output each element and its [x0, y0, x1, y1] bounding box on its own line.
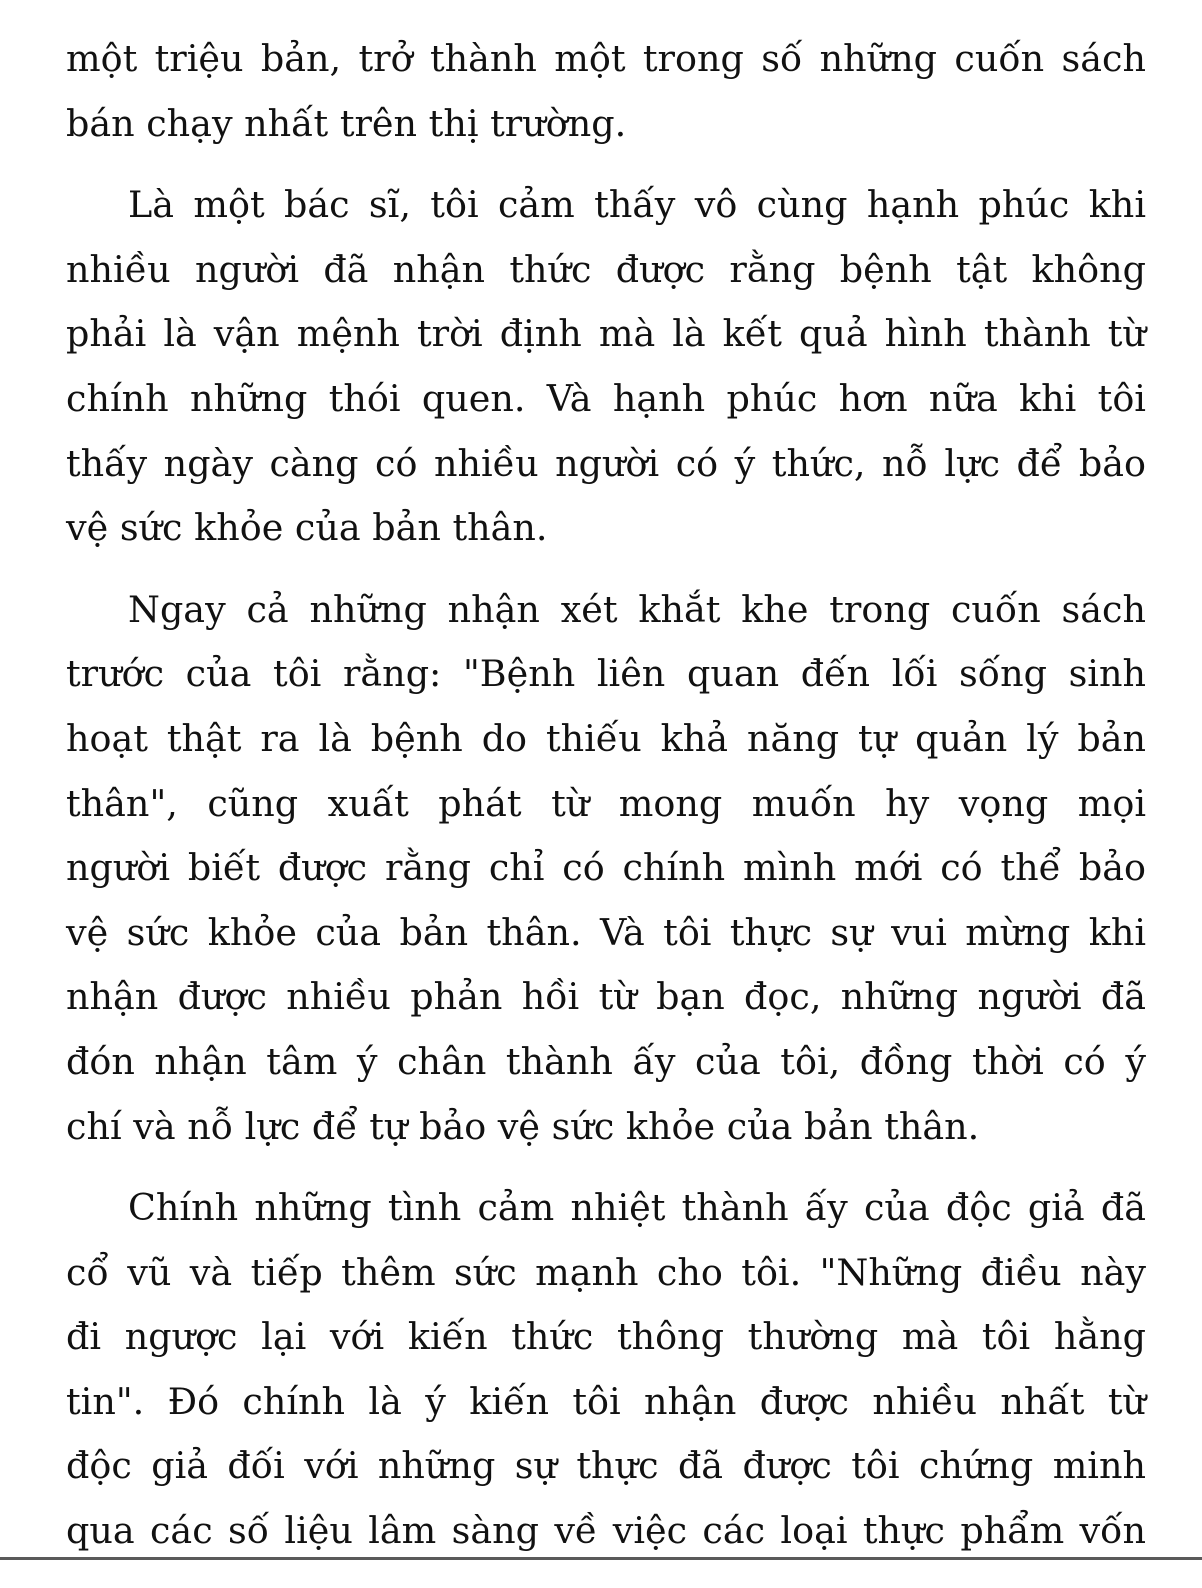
- paragraph-3: [66, 585, 1146, 1166]
- text-line: độc giả đối với những sự thực đã được tôi chứng minh: [66, 1444, 1146, 1488]
- text-line: Là một bác sĩ, tôi cảm thấy vô cùng hạnh phúc khi: [128, 183, 1146, 227]
- text-line: người biết được rằng chỉ có chính mình mới có thể bảo: [66, 846, 1146, 890]
- text-line: chính những thói quen. Và hạnh phúc hơn nữa khi tôi: [66, 376, 1146, 420]
- text-line: một triệu bản, trở thành một trong số những cuốn sách: [66, 37, 1146, 80]
- text-line: tin". Đó chính là ý kiến tôi nhận được nhiều nhất từ: [66, 1379, 1146, 1423]
- body-text: [66, 34, 1146, 1588]
- text-line: nhiều người đã nhận thức được rằng bệnh tật không: [66, 247, 1146, 291]
- text-line: qua các số liệu lâm sàng về việc các loại thực phẩm vốn: [66, 1509, 1146, 1553]
- text-line: trước của tôi rằng: "Bệnh liên quan đến lối sống sinh: [66, 652, 1146, 696]
- text-line: phải là vận mệnh trời định mà là kết quả hình thành từ: [66, 312, 1146, 356]
- paragraph-4: [66, 1183, 1146, 1571]
- text-line: nhận được nhiều phản hồi từ bạn đọc, những người đã: [66, 975, 1146, 1019]
- text-line: vệ sức khỏe của bản thân. Và tôi thực sự vui mừng khi: [66, 910, 1146, 954]
- text-line: cổ vũ và tiếp thêm sức mạnh cho tôi. "Những điều này: [66, 1250, 1146, 1294]
- text-line: hoạt thật ra là bệnh do thiếu khả năng tự quản lý bản: [66, 716, 1146, 760]
- text-line: chí và nỗ lực để tự bảo vệ sức khỏe của bản thân.: [66, 1104, 980, 1148]
- text-line: thấy ngày càng có nhiều người có ý thức, nỗ lực để bảo: [66, 441, 1146, 485]
- text-line: đón nhận tâm ý chân thành ấy của tôi, đồng thời có ý: [66, 1039, 1146, 1083]
- text-line: Ngay cả những nhận xét khắt khe trong cuốn sách: [128, 587, 1146, 631]
- text-line: đi ngược lại với kiến thức thông thường mà tôi hằng: [66, 1315, 1146, 1359]
- text-line: thân", cũng xuất phát từ mong muốn hy vọng mọi: [66, 781, 1146, 825]
- text-line: Chính những tình cảm nhiệt thành ấy của độc giả đã: [128, 1186, 1146, 1230]
- text-line: bán chạy nhất trên thị trường.: [66, 101, 627, 145]
- paragraph-2: [66, 180, 1146, 568]
- paragraph-1: [66, 34, 1146, 163]
- text-line: vệ sức khỏe của bản thân.: [66, 506, 548, 550]
